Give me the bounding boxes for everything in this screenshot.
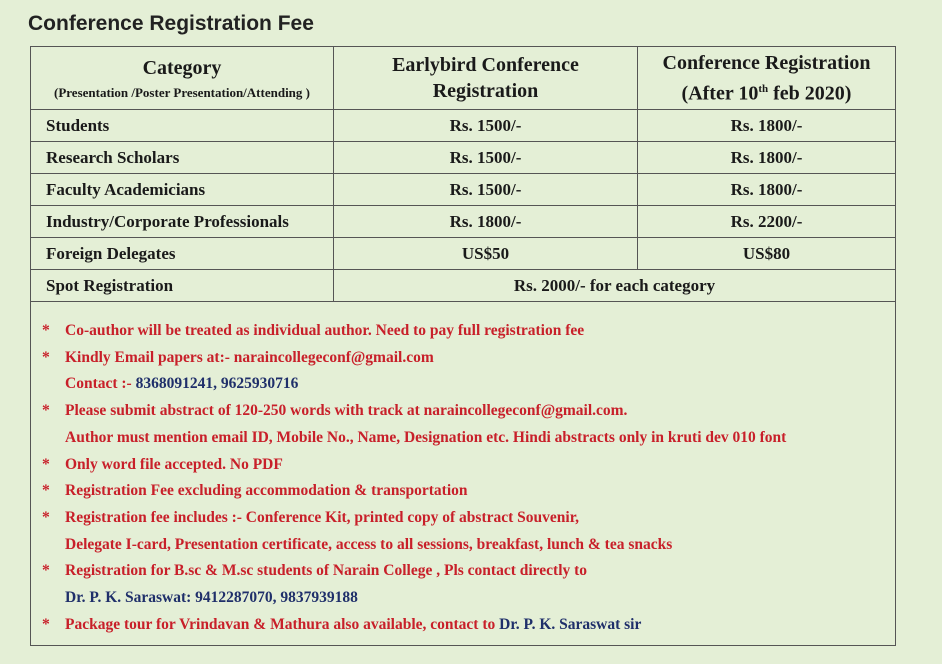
- row-regular-fee: Rs. 2200/-: [638, 206, 896, 238]
- note-continuation: [42, 371, 892, 398]
- notes-list: [42, 318, 892, 638]
- row-category: Research Scholars: [31, 142, 334, 174]
- bullet-asterisk: *: [42, 508, 50, 526]
- bullet-asterisk: *: [42, 402, 50, 420]
- row-category: Industry/Corporate Professionals: [31, 206, 334, 238]
- fee-table: [30, 46, 896, 302]
- bullet-asterisk: *: [42, 562, 50, 580]
- note-text: Registration fee includes :- Conference Kit, printed copy of abstract Souvenir,: [65, 508, 580, 526]
- row-category: Foreign Delegates: [31, 238, 334, 270]
- note-text: Co-author will be treated as individual author. Need to pay full registration fee: [65, 322, 585, 339]
- row-earlybird-fee: Rs. 1500/-: [334, 174, 638, 206]
- spot-category: Spot Registration: [31, 270, 334, 302]
- row-category: Students: [31, 110, 334, 142]
- header-regular-line2: [638, 76, 895, 107]
- note-continuation: Author must mention email ID, Mobile No., Name, Designation etc. Hindi abstracts only in kruti dev 010 font: [65, 428, 787, 446]
- row-regular-fee: US$80: [638, 238, 896, 270]
- contact-label: Contact :-: [65, 375, 136, 393]
- header-regular: [638, 47, 896, 110]
- note-continuation: Delegate I-card, Presentation certificate, access to all sessions, breakfast, lunch & tea snacks: [65, 535, 673, 553]
- note-item: [42, 505, 892, 532]
- header-category-label: Category: [142, 57, 222, 79]
- header-regular-date-pre: (After 10: [681, 82, 759, 105]
- page-title: Conference Registration Fee: [28, 12, 314, 35]
- spot-fee: Rs. 2000/- for each category: [334, 270, 896, 302]
- table-header-row: [31, 47, 896, 110]
- header-regular-date-sup: th: [758, 82, 769, 95]
- header-category: [31, 47, 334, 110]
- spot-registration-row: [31, 270, 896, 302]
- note-text: Package tour for Vrindavan & Mathura also available, contact to: [65, 615, 500, 633]
- contact-person: Dr. P. K. Saraswat sir: [499, 615, 642, 633]
- contact-person: Dr. P. K. Saraswat: 9412287070, 9837939188: [65, 589, 358, 607]
- table-row: [31, 110, 896, 142]
- table-row: [31, 174, 896, 206]
- row-category: Faculty Academicians: [31, 174, 334, 206]
- row-earlybird-fee: Rs. 1500/-: [334, 142, 638, 174]
- bullet-asterisk: *: [42, 615, 50, 633]
- header-regular-line1: Conference Registration: [662, 51, 871, 74]
- header-category-sub: (Presentation /Poster Presentation/Attending ): [54, 85, 310, 100]
- contact-numbers: 8368091241, 9625930716: [135, 375, 299, 393]
- bullet-asterisk: *: [42, 348, 50, 366]
- note-item: [42, 318, 892, 345]
- note-item: [42, 558, 892, 585]
- note-item: [42, 398, 892, 425]
- note-item: [42, 452, 892, 479]
- header-earlybird: [334, 47, 638, 110]
- row-earlybird-fee: Rs. 1500/-: [334, 110, 638, 142]
- table-row: [31, 238, 896, 270]
- note-item: [42, 478, 892, 505]
- note-text: Please submit abstract of 120-250 words with track at naraincollegeconf@gmail.com.: [65, 402, 628, 420]
- note-text: Kindly Email papers at:- naraincollegeconf@gmail.com: [65, 348, 434, 366]
- note-text: Registration Fee excluding accommodation & transportation: [65, 482, 468, 500]
- bullet-asterisk: *: [42, 322, 50, 339]
- header-earlybird-line2: Registration: [432, 80, 539, 102]
- row-earlybird-fee: Rs. 1800/-: [334, 206, 638, 238]
- note-item: [42, 612, 892, 639]
- note-item: [42, 345, 892, 372]
- row-regular-fee: Rs. 1800/-: [638, 110, 896, 142]
- row-regular-fee: Rs. 1800/-: [638, 142, 896, 174]
- table-row: [31, 142, 896, 174]
- header-regular-date-post: feb 2020): [768, 82, 852, 105]
- note-text: Only word file accepted. No PDF: [65, 455, 283, 473]
- bullet-asterisk: *: [42, 455, 50, 473]
- note-text-wrap: [65, 612, 641, 639]
- row-regular-fee: Rs. 1800/-: [638, 174, 896, 206]
- table-row: [31, 206, 896, 238]
- note-text: Registration for B.sc & M.sc students of Narain College , Pls contact directly to: [65, 562, 588, 580]
- row-earlybird-fee: US$50: [334, 238, 638, 270]
- bullet-asterisk: *: [42, 482, 50, 500]
- header-earlybird-line1: Earlybird Conference: [392, 54, 579, 76]
